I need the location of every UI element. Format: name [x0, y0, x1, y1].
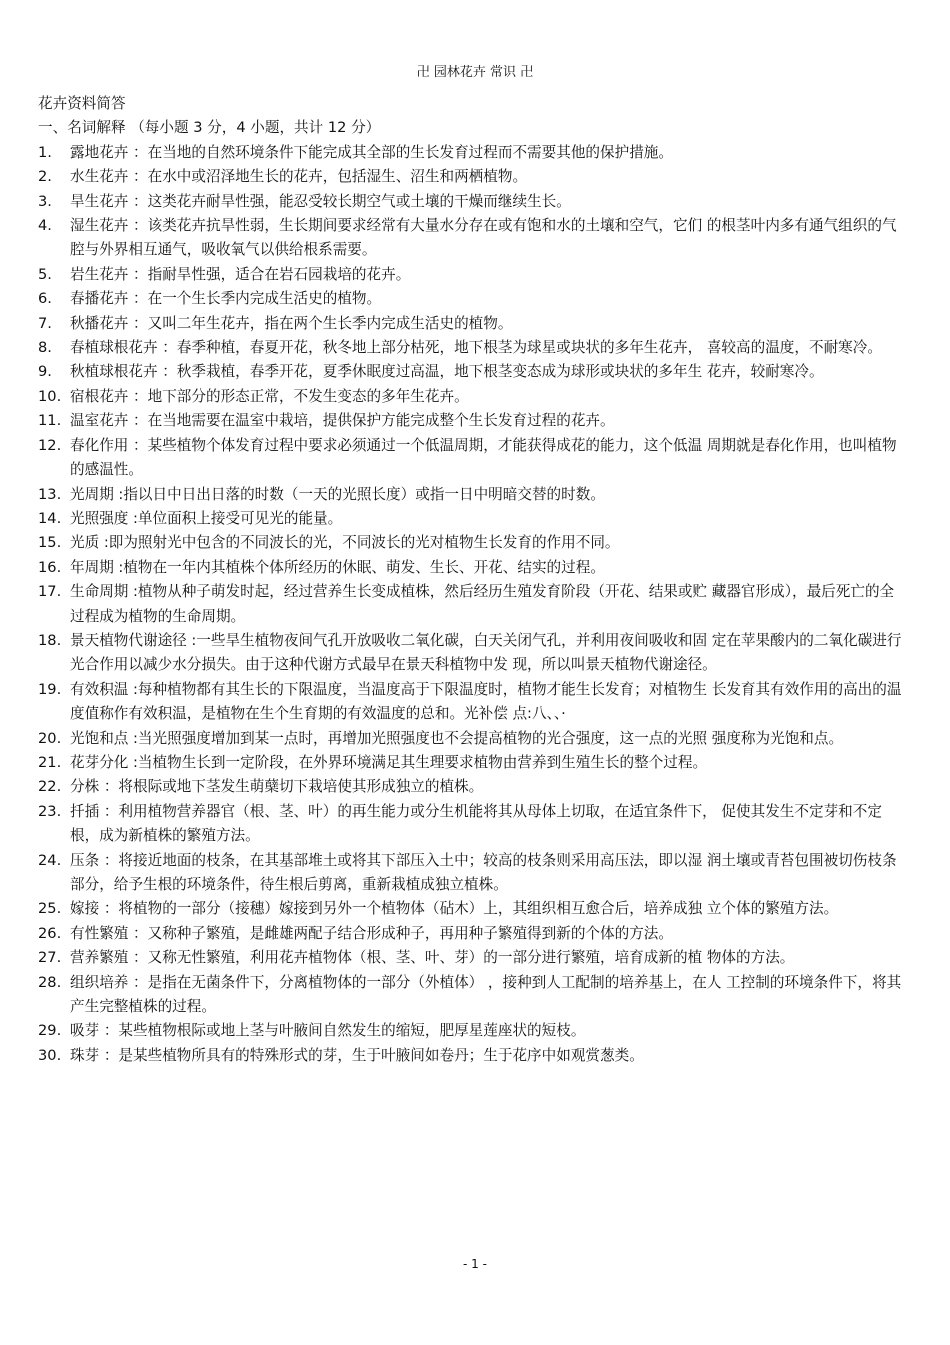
- definition-item: [38, 678, 908, 727]
- item-number: 25.: [38, 900, 62, 918]
- definition-item: [38, 1019, 908, 1043]
- item-number: 11.: [38, 412, 62, 430]
- item-number: 24.: [38, 851, 62, 869]
- item-text: 春播花卉 ：在一个生长季内完成生活史的植物。: [70, 290, 382, 308]
- item-number: 20.: [38, 729, 62, 747]
- item-text: 年周期 :植物在一年内其植株个体所经历的休眠、萌发、生长、开花、结实的过程。: [70, 558, 605, 576]
- item-text: 露地花卉 ：在当地的自然环境条件下能完成其全部的生长发育过程而不需要其他的保护措施。: [70, 143, 673, 161]
- definition-item: [38, 897, 908, 921]
- item-text: 吸芽 ：某些植物根际或地上茎与叶腋间自然发生的缩短，肥厚星莲座状的短枝。: [70, 1022, 586, 1040]
- definition-item: [38, 190, 908, 214]
- item-text: 光照强度 :单位面积上接受可见光的能量。: [70, 509, 343, 527]
- item-text: 珠芽 ：是某些植物所具有的特殊形式的芽，生于叶腋间如卷丹；生于花序中如观赏葱类。: [70, 1046, 644, 1064]
- item-number: 13.: [38, 485, 62, 503]
- item-number: 7.: [38, 314, 52, 332]
- definition-item: [38, 385, 908, 409]
- definition-item: [38, 165, 908, 189]
- item-text: 光饱和点 :当光照强度增加到某一点时，再增加光照强度也不会提高植物的光合强度，这一点的光照 强度称为光饱和点。: [70, 729, 844, 747]
- item-text: 温室花卉 ：在当地需要在温室中栽培，提供保护方能完成整个生长发育过程的花卉。: [70, 412, 615, 430]
- definition-item: [38, 580, 908, 629]
- item-text: 分株 ：将根际或地下茎发生萌蘖切下栽培使其形成独立的植株。: [70, 778, 484, 796]
- item-text: 嫁接 ：将植物的一部分（接穗）嫁接到另外一个植物体（砧木）上，其组织相互愈合后，培养成独 立个体的繁殖方法。: [70, 900, 839, 918]
- page-header: 卍 园林花卉 常识 卍: [416, 65, 534, 80]
- item-number: 2.: [38, 168, 52, 186]
- item-number: 18.: [38, 631, 62, 649]
- item-number: 19.: [38, 680, 62, 698]
- item-text: 营养繁殖 ：又称无性繁殖，利用花卉植物体（根、茎、叶、芽）的一部分进行繁殖，培育成新的植 物体的方法。: [70, 949, 795, 967]
- item-text: 有性繁殖 ：又称种子繁殖，是雌雄两配子结合形成种子，再用种子繁殖得到新的个体的方法。: [70, 924, 673, 942]
- item-number: 5.: [38, 265, 52, 283]
- item-number: 6.: [38, 290, 52, 308]
- item-number: 14.: [38, 509, 62, 527]
- document-title: 花卉资料简答: [38, 95, 126, 112]
- definition-item: [38, 531, 908, 555]
- item-number: 12.: [38, 436, 62, 454]
- definition-item: [38, 214, 908, 263]
- definition-item: [38, 434, 908, 483]
- definition-item: [38, 409, 908, 433]
- item-number: 22.: [38, 778, 62, 796]
- definition-item: [38, 312, 908, 336]
- item-number: 4.: [38, 217, 52, 235]
- item-number: 10.: [38, 387, 62, 405]
- item-text: 秋播花卉 ：又叫二年生花卉，指在两个生长季内完成生活史的植物。: [70, 314, 513, 332]
- definition-item: [38, 629, 908, 678]
- definition-item: [38, 751, 908, 775]
- definition-item: [38, 141, 908, 165]
- page-number: - 1 -: [463, 1257, 487, 1271]
- definition-item: [38, 287, 908, 311]
- definition-item: [38, 360, 908, 384]
- item-text: 湿生花卉 ：该类花卉抗旱性弱，生长期间要求经常有大量水分存在或有饱和水的土壤和空气，它们 的根茎叶内多有通气组织的气腔与外界相互通气，吸收氧气以供给根系需要。: [70, 217, 897, 259]
- item-text: 压条 ：将接近地面的枝条，在其基部堆土或将其下部压入土中；较高的枝条则采用高压法，即以湿 润土壤或青苔包围被切伤枝条部分，给予生根的环境条件，待生根后剪离，重新栽植成独立植株。: [70, 851, 897, 893]
- definition-item: [38, 263, 908, 287]
- definition-item: [38, 336, 908, 360]
- item-number: 17.: [38, 583, 62, 601]
- definition-item: [38, 971, 908, 1020]
- item-text: 组织培养 ：是指在无菌条件下，分离植物体的一部分（外植体） ，接种到人工配制的培养基上，在人 工控制的环境条件下，将其产生完整植株的过程。: [70, 973, 902, 1016]
- item-text: 秋植球根花卉 ：秋季栽植，春季开花，夏季休眠度过高温，地下根茎变态成为球形或块状的多年生 花卉，较耐寒冷。: [70, 363, 824, 381]
- item-number: 26.: [38, 924, 62, 942]
- item-text: 花芽分化 :当植物生长到一定阶段，在外界环境满足其生理要求植物由营养到生殖生长的整个过程。: [70, 753, 708, 771]
- item-text: 水生花卉 ：在水中或沼泽地生长的花卉，包括湿生、沼生和两栖植物。: [70, 168, 528, 186]
- item-number: 3.: [38, 192, 52, 210]
- definition-item: [38, 483, 908, 507]
- document-body: [38, 92, 908, 1068]
- item-number: 16.: [38, 558, 62, 576]
- item-number: 28.: [38, 973, 62, 991]
- item-text: 景天植物代谢途径 :一些旱生植物夜间气孔开放吸收二氧化碳，白天关闭气孔，并利用夜间吸收和固 定在苹果酸内的二氧化碳进行光合作用以减少水分损失。由于这种代谢方式最早在景天科植物中发 现，所以叫景天植物代谢途径。: [70, 631, 902, 674]
- section-title: 一、名词解释 （每小题 3 分，4 小题，共计 12 分）: [38, 119, 381, 137]
- definition-list: [38, 141, 908, 1068]
- item-text: 春化作用 ：某些植物个体发育过程中要求必须通过一个低温周期，才能获得成花的能力，这个低温 周期就是春化作用，也叫植物的感温性。: [70, 436, 897, 479]
- definition-item: [38, 800, 908, 849]
- item-number: 29.: [38, 1022, 62, 1040]
- item-text: 旱生花卉 ：这类花卉耐旱性强，能忍受较长期空气或土壤的干燥而继续生长。: [70, 192, 571, 210]
- item-text: 生命周期 :植物从种子萌发时起，经过营养生长变成植株，然后经历生殖发育阶段（开花、结果或贮 藏器官形成），最后死亡的全过程成为植物的生命周期。: [70, 583, 895, 625]
- item-number: 1.: [38, 143, 52, 161]
- item-text: 扦插 ：利用植物营养器官（根、茎、叶）的再生能力或分生机能将其从母体上切取，在适宜条件下， 促使其发生不定芽和不定根，成为新植株的繁殖方法。: [70, 802, 882, 845]
- item-text: 光质 :即为照射光中包含的不同波长的光，不同波长的光对植物生长发育的作用不同。: [70, 534, 620, 552]
- item-number: 9.: [38, 363, 52, 381]
- definition-item: [38, 922, 908, 946]
- item-text: 有效积温 :每种植物都有其生长的下限温度，当温度高于下限温度时，植物才能生长发育；对植物生 长发育其有效作用的高出的温度值称作有效积温，是植物在生个生育期的有效温度的总和。光补偿 点:八、、·: [70, 680, 902, 723]
- definition-item: [38, 1044, 908, 1068]
- item-text: 宿根花卉 ：地下部分的形态正常，不发生变态的多年生花卉。: [70, 387, 469, 405]
- definition-item: [38, 727, 908, 751]
- item-text: 春植球根花卉 ：春季种植，春夏开花，秋冬地上部分枯死，地下根茎为球星或块状的多年生花卉， 喜较高的温度，不耐寒冷。: [70, 339, 882, 357]
- item-number: 30.: [38, 1046, 62, 1064]
- definition-item: [38, 507, 908, 531]
- item-number: 21.: [38, 753, 62, 771]
- definition-item: [38, 556, 908, 580]
- definition-item: [38, 849, 908, 898]
- item-number: 27.: [38, 949, 62, 967]
- definition-item: [38, 775, 908, 799]
- item-text: 岩生花卉 ：指耐旱性强，适合在岩石园栽培的花卉。: [70, 265, 411, 283]
- definition-item: [38, 946, 908, 970]
- item-number: 15.: [38, 534, 62, 552]
- item-text: 光周期 :指以日中日出日落的时数（一天的光照长度）或指一日中明暗交替的时数。: [70, 485, 605, 503]
- item-number: 8.: [38, 339, 52, 357]
- item-number: 23.: [38, 802, 62, 820]
